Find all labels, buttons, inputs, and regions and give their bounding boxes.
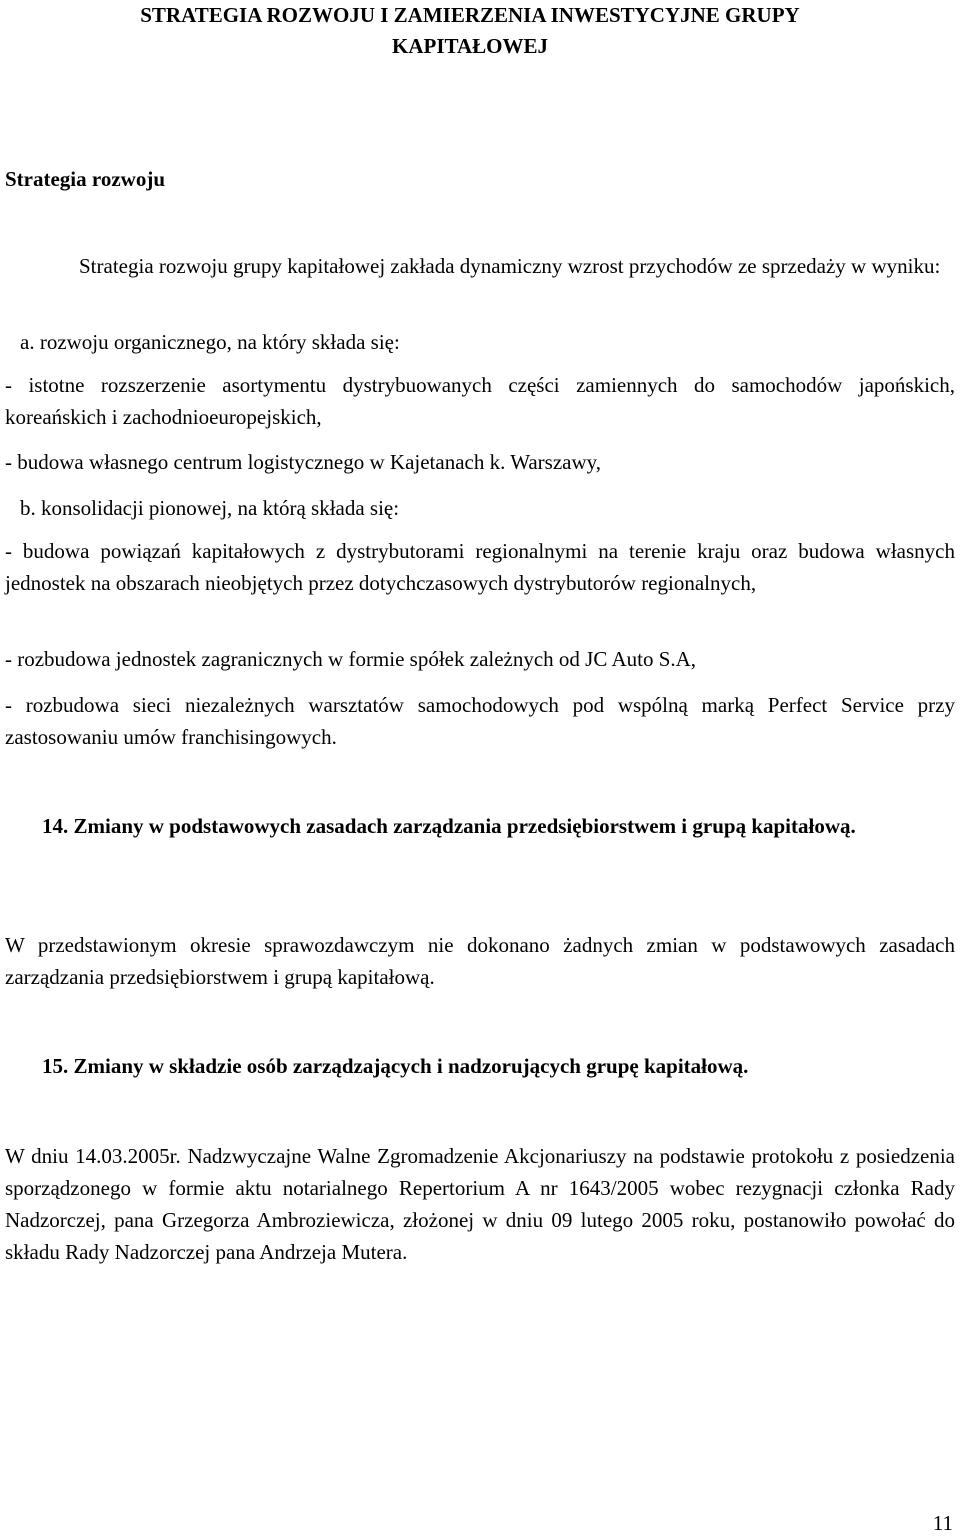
- list-item-a: a. rozwoju organicznego, na który składa się:: [20, 330, 400, 354]
- page-number: 11: [932, 1511, 953, 1535]
- document-title-line-2: KAPITAŁOWEJ: [392, 34, 548, 58]
- heading-section-15: 15. Zmiany w składzie osób zarządzających i nadzorujących grupę kapitałową.: [42, 1054, 749, 1078]
- intro-paragraph: Strategia rozwoju grupy kapitałowej zakłada dynamiczny wzrost przychodów ze sprzedaży w wyniku:: [79, 254, 941, 278]
- bullet-b1: - budowa powiązań kapitałowych z dystrybutorami regionalnymi na terenie kraju oraz budowa własnych jednostek na obszarach nieobjętych przez dotychczasowych dystrybutorów regionalnych,: [5, 539, 955, 595]
- document-title: [5, 0, 935, 62]
- document-title-line-1: STRATEGIA ROZWOJU I ZAMIERZENIA INWESTYCYJNE GRUPY: [140, 3, 800, 27]
- paragraph-section-15: W dniu 14.03.2005r. Nadzwyczajne Walne Zgromadzenie Akcjonariuszy na podstawie protokołu z posiedzenia sporządzonego w formie aktu notarialnego Repertorium A nr 1643/2005 wobec rezygnacji członka Rady Nadzorczej, pana Grzegorza Ambroziewicza, złożonej w dniu 09 lutego 2005 roku, postanowiło powołać do składu Rady Nadzorczej pana Andrzeja Mutera.: [5, 1144, 955, 1264]
- paragraph-section-14: W przedstawionym okresie sprawozdawczym nie dokonano żadnych zmian w podstawowych zasadach zarządzania przedsiębiorstwem i grupą kapitałową.: [5, 933, 955, 989]
- list-item-b: b. konsolidacji pionowej, na którą składa się:: [20, 496, 400, 520]
- bullet-b3: - rozbudowa sieci niezależnych warsztatów samochodowych pod wspólną marką Perfect Service przy zastosowaniu umów franchisingowych.: [5, 693, 955, 749]
- bullet-a2: - budowa własnego centrum logistycznego w Kajetanach k. Warszawy,: [5, 450, 602, 474]
- section-heading-strategy: Strategia rozwoju: [5, 167, 165, 191]
- heading-section-14: 14. Zmiany w podstawowych zasadach zarządzania przedsiębiorstwem i grupą kapitałową.: [42, 814, 856, 838]
- bullet-a1: - istotne rozszerzenie asortymentu dystrybuowanych części zamiennych do samochodów japońskich, koreańskich i zachodnioeuropejskich,: [5, 373, 955, 429]
- bullet-b2: - rozbudowa jednostek zagranicznych w formie spółek zależnych od JC Auto S.A,: [5, 647, 697, 671]
